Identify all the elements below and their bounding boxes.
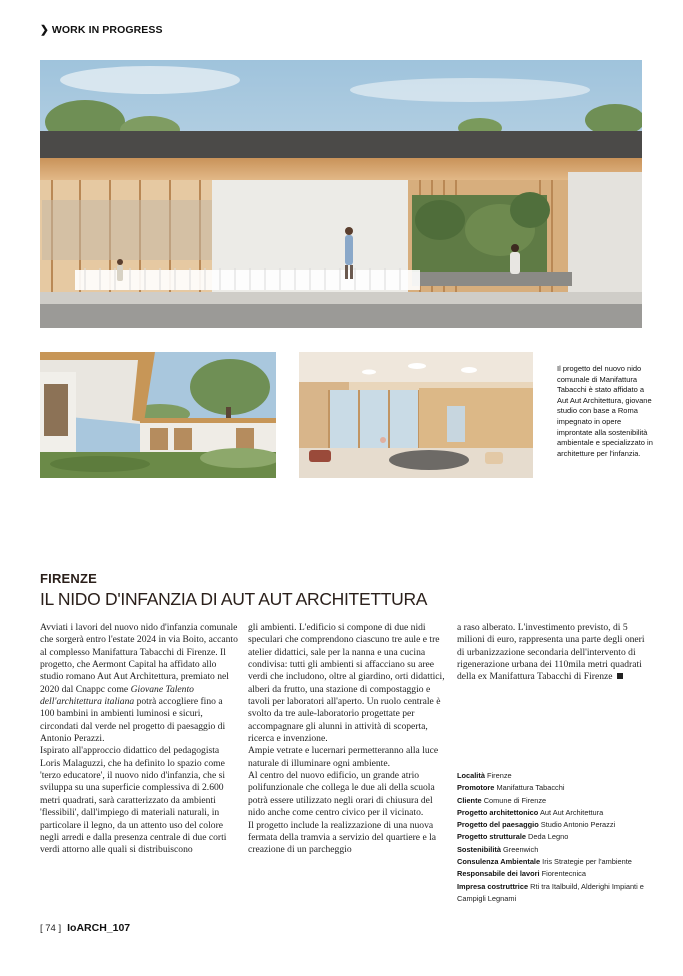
- paragraph: Il progetto include la realizzazione di una nuova fermata della tramvia a servizio del quartiere e la creazione di un parcheggio: [248, 819, 437, 856]
- article-column-3: [457, 622, 647, 684]
- project-credits: [457, 770, 657, 905]
- page-footer: [40, 922, 130, 934]
- paragraph: Ampie vetrate e lucernari permetteranno alla luce naturale di illuminare ogni ambiente.: [248, 745, 439, 769]
- chevron-right-icon: ❯: [40, 24, 49, 36]
- award-title: Giovane Talento dell'architettura italiana: [40, 683, 194, 708]
- image-caption: Il progetto del nuovo nido comunale di Manifattura Tabacchi è stato affidato a Aut Aut Architettura, giovane studio con base a Roma impegnato in opere improntate alla sostenibilità ambientale e specializzato in architetture per l'infanzia.: [557, 364, 653, 458]
- paragraph: gli ambienti. L'edificio si compone di due nidi speculari che comprendono ciascuno tre aule e tre atelier didattici, sale per la nanna e una cucina condivisa: tutti gli ambienti si affacciano su aree verdi che includono, oltre al giardino, orti didattici, alberi da frutto, una stazione di compostaggio e tavoli per laboratori all'aperto. Un ruolo centrale è svolto da tre aule-laboratorio progettate per accompagnare gli alunni in attività di scoperta, ricerca e invenzione.: [248, 622, 445, 745]
- article-city: FIRENZE: [40, 571, 98, 586]
- paragraph: a raso alberato. L'investimento previsto, di 5 milioni di euro, rappresenta una parte degli oneri di urbanizzazione secondaria dell'intervento di rigenerazione urbana dei 110mila metri quadrati della ex Manifattura Tabacchi di Firenze: [457, 622, 645, 683]
- courtyard-render-image: [40, 352, 276, 478]
- paragraph: Ispirato all'approccio didattico del pedagogista Loris Malaguzzi, che ha definito lo spazio come 'terzo educatore', il nuovo nido d'infanzia, che si sviluppa su una superficie complessiva di 2.600 metri quadrati, sarà caratterizzato da ambienti 'flessibili', dall'impiego di materiali naturali, in particolare il legno, da un attento uso del colore negli arredi e dalla presenza centrale di due corti verdi attorno alle quali si distribuiscono: [40, 745, 227, 856]
- credit-row: Responsabile dei lavori Fiorentecnica: [457, 869, 586, 879]
- article-column-1: [40, 622, 238, 857]
- credit-row: Cliente Comune di Firenze: [457, 795, 547, 805]
- credit-row: Progetto architettonico Aut Aut Architettura: [457, 807, 604, 817]
- credit-row: Località Firenze: [457, 771, 512, 780]
- paragraph: Avviati i lavori del nuovo nido d'infanzia comunale che sorgerà entro l'estate 2024 in via Boito, accanto al complesso Manifattura Tabacchi di Firenze. Il progetto, che Aermont Capital ha affidato allo studio romano Aut Aut Architettura, premiato nel 2020 dal Cnappc come Giovane Talento dell'architettura italiana potrà accogliere fino a 100 bambini in ambienti luminosi e sicuri, circondati dal verde nel progetto di paesaggio di Antonio Perazzi.: [40, 622, 238, 745]
- paragraph: Al centro del nuovo edificio, un grande atrio polifunzionale che collega le due ali della scuola potrà essere utilizzato negli orari di chiusura del nido anche come centro civico per il vicinato.: [248, 770, 435, 819]
- page-number: [ 74 ]: [40, 923, 62, 934]
- credit-row: Impresa costruttrice Rti tra Italbuild, Alderighi Impianti e Campigli Legnami: [457, 881, 644, 903]
- credit-row: Progetto del paesaggio Studio Antonio Perazzi: [457, 820, 616, 830]
- credit-row: Progetto strutturale Deda Legno: [457, 832, 569, 842]
- credit-row: Consulenza Ambientale Iris Strategie per l'ambiente: [457, 857, 632, 867]
- article-column-2: [248, 622, 446, 857]
- credit-row: Promotore Manifattura Tabacchi: [457, 783, 565, 793]
- hero-render-image: [40, 60, 642, 328]
- magazine-issue: IoARCH_107: [67, 922, 131, 934]
- section-label: ❯ WORK IN PROGRESS: [40, 24, 163, 36]
- interior-render-image: [299, 352, 533, 478]
- end-of-article-mark: [617, 673, 623, 679]
- article-title: IL NIDO D'INFANZIA DI AUT AUT ARCHITETTURA: [40, 589, 428, 609]
- credit-row: Sostenibilità Greenwich: [457, 844, 539, 854]
